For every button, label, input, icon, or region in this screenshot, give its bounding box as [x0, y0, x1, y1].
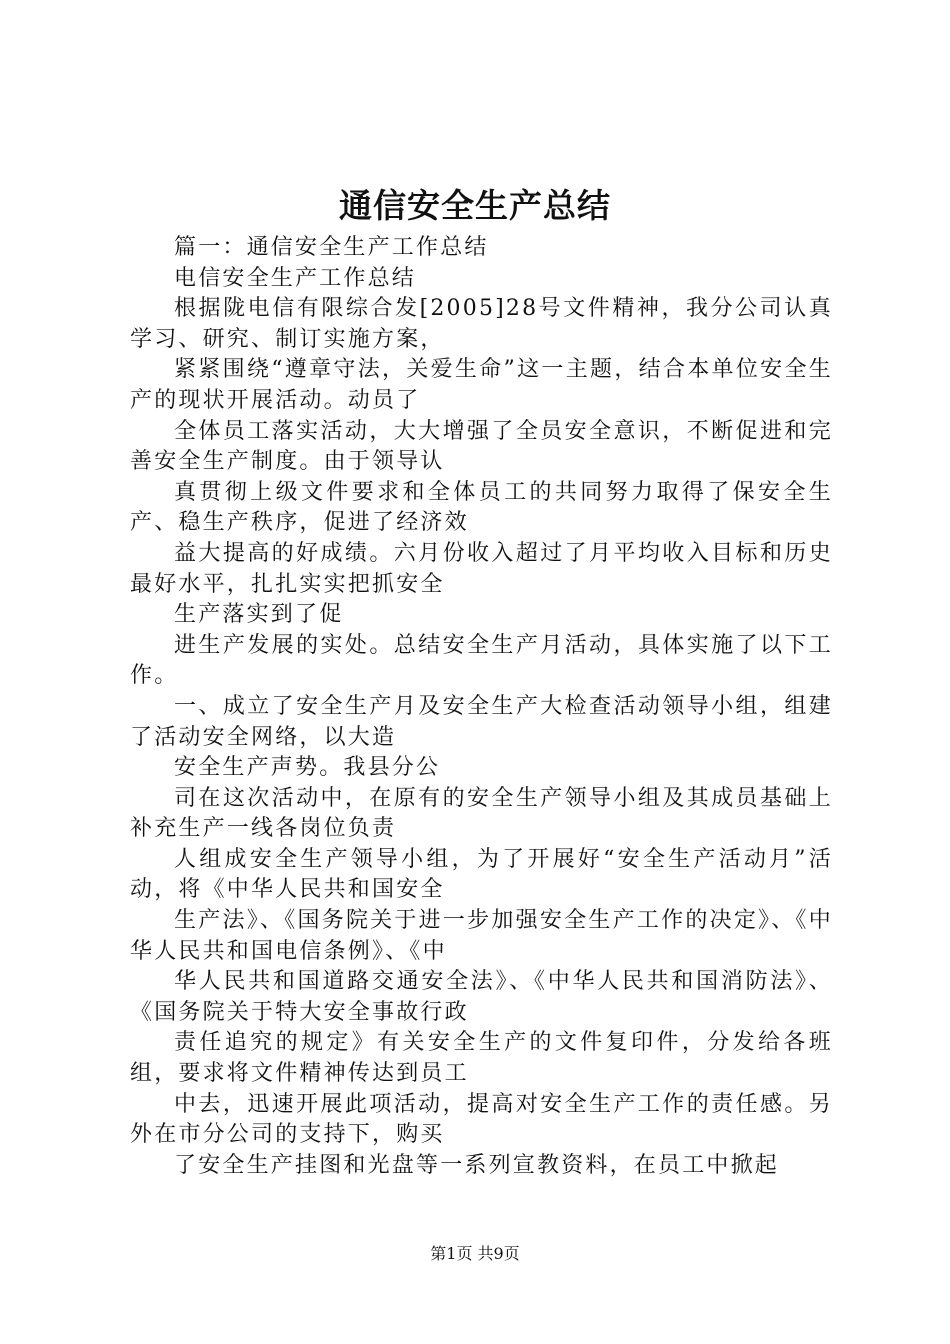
paragraph: 安全生产声势。我县分公 — [174, 755, 441, 781]
paragraph: 一、成立了安全生产月及安全生产大检查活动领导小组，组建了活动安全网络，以大造 — [130, 693, 833, 750]
paragraph: 中去，迅速开展此项活动，提高对安全生产工作的责任感。另外在市分公司的支持下，购买 — [130, 1091, 833, 1148]
document-body — [130, 233, 833, 1181]
paragraph: 生产法》、《国务院关于进一步加强安全生产工作的决定》、《中华人民共和国电信条例》、《中 — [130, 908, 833, 964]
document-title: 通信安全生产总结 — [339, 186, 611, 225]
paragraph: 篇一：通信安全生产工作总结 — [174, 235, 489, 260]
paragraph: 真贯彻上级文件要求和全体员工的共同努力取得了保安全生产、稳生产秩序，促进了经济效 — [130, 479, 833, 536]
page-footer: 第1页 共9页 — [430, 1244, 520, 1263]
paragraph: 根据陇电信有限综合发[2005]28号文件精神，我分公司认真学习、研究、制订实施方案， — [130, 296, 833, 352]
paragraph: 益大提高的好成绩。六月份收入超过了月平均收入目标和历史最好水平，扎扎实实把抓安全 — [130, 540, 833, 597]
paragraph: 司在这次活动中，在原有的安全生产领导小组及其成员基础上补充生产一线各岗位负责 — [130, 785, 833, 842]
paragraph: 华人民共和国道路交通安全法》、《中华人民共和国消防法》、《国务院关于特大安全事故行政 — [130, 969, 833, 1025]
paragraph: 进生产发展的实处。总结安全生产月活动，具体实施了以下工作。 — [130, 632, 833, 689]
paragraph: 全体员工落实活动，大大增强了全员安全意识，不断促进和完善安全生产制度。由于领导认 — [130, 418, 833, 475]
paragraph: 电信安全生产工作总结 — [174, 265, 417, 291]
paragraph: 生产落实到了促 — [174, 602, 344, 628]
paragraph: 紧紧围绕“遵章守法，关爱生命”这一主题，结合本单位安全生产的现状开展活动。动员了 — [130, 357, 833, 413]
paragraph: 人组成安全生产领导小组，为了开展好“安全生产活动月”活动，将《中华人民共和国安全 — [130, 846, 833, 903]
paragraph: 责任追究的规定》有关安全生产的文件复印件，分发给各班组，要求将文件精神传达到员工 — [130, 1030, 833, 1087]
paragraph: 了安全生产挂图和光盘等一系列宣教资料，在员工中掀起 — [174, 1152, 780, 1178]
